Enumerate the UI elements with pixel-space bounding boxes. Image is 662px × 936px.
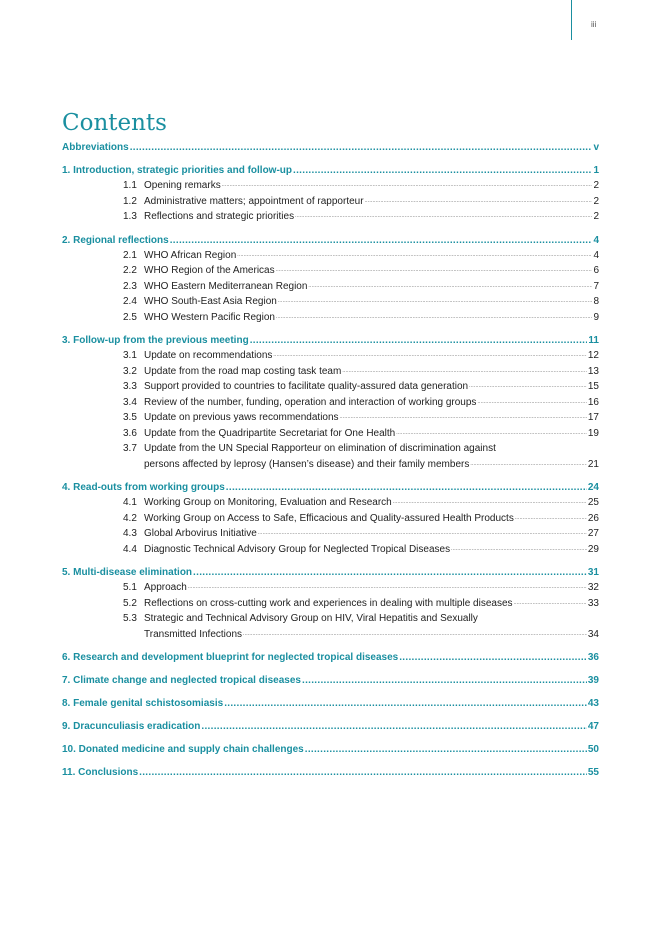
toc-page-number: 11 (588, 335, 599, 346)
dot-leader (139, 765, 587, 780)
dot-leader (308, 279, 592, 295)
toc-subsection-number: 4.4 (123, 543, 137, 555)
dot-leader (470, 457, 587, 473)
dot-leader (295, 209, 592, 225)
toc-subsection-number: 3.6 (123, 427, 137, 439)
dot-leader (224, 696, 587, 711)
toc-subsection-number: 4.3 (123, 528, 137, 539)
toc-subsection-label: Update on previous yaws recommendations (144, 412, 339, 423)
toc-section-label: 4. Read-outs from working groups (62, 482, 225, 493)
dot-leader (276, 310, 592, 326)
toc-page-number: 26 (587, 512, 599, 524)
toc-section-entry[interactable] (62, 233, 599, 248)
toc-subsection-number: 4.1 (123, 497, 137, 508)
dot-leader (278, 294, 593, 310)
toc-subsection-label: Support provided to countries to facilitate quality-assured data generation (144, 381, 469, 392)
toc-subsection-label: Update on recommendations (144, 350, 273, 361)
dot-leader (305, 742, 587, 757)
dot-leader (276, 263, 593, 279)
dot-leader (393, 495, 587, 511)
toc-section-entry[interactable] (62, 765, 599, 780)
toc-subsection-entry[interactable] (62, 580, 599, 596)
toc-section-entry[interactable] (62, 650, 599, 665)
toc-subsection-label: WHO Western Pacific Region (144, 311, 275, 323)
toc-subsection-number: 5.2 (123, 597, 137, 609)
toc-page-number: 1 (593, 165, 599, 176)
toc-subsection-number: 3.1 (123, 350, 137, 361)
toc-subsection-entry[interactable] (62, 511, 599, 527)
toc-subsection-entry[interactable] (62, 495, 599, 511)
toc-subsection-label: WHO African Region (144, 249, 237, 261)
toc-subsection-label: WHO Eastern Mediterranean Region (144, 280, 308, 292)
toc-page-number: 4 (593, 249, 599, 261)
toc-page-number: v (593, 142, 599, 153)
dot-leader (515, 511, 587, 527)
toc-page-number: 50 (587, 744, 599, 755)
toc-page-number: 13 (587, 365, 599, 377)
toc-subsection-label: Reflections on cross-cutting work and experiences in dealing with multiple diseases (144, 597, 513, 609)
toc-subsection-label: Reflections and strategic priorities (144, 211, 295, 222)
toc-subsection-label: Working Group on Access to Safe, Efficacious and Quality-assured Health Products (144, 512, 514, 524)
toc-section-entry[interactable] (62, 333, 599, 348)
toc-page-number: 8 (593, 296, 599, 307)
toc-subsection-number: 1.1 (123, 180, 137, 191)
toc-section-entry[interactable] (62, 673, 599, 688)
toc-page-number: 4 (593, 234, 599, 246)
toc-page-number: 43 (587, 698, 599, 709)
toc-subsection-number: 5.1 (123, 582, 137, 593)
toc-subsection-label: Working Group on Monitoring, Evaluation and Research (144, 497, 392, 508)
toc-section-label: 9. Dracunculiasis eradication (62, 721, 201, 732)
dot-leader (477, 395, 586, 411)
table-of-contents (62, 140, 599, 780)
toc-page-number: 7 (593, 280, 599, 292)
dot-leader (273, 348, 586, 364)
toc-subsection-label: WHO Region of the Americas (144, 265, 275, 276)
dot-leader (222, 178, 593, 194)
toc-page-number: 25 (587, 497, 599, 508)
toc-page-number: 39 (587, 675, 599, 686)
toc-page-number: 34 (587, 628, 599, 640)
dot-leader (365, 194, 593, 210)
toc-subsection-label: WHO South-East Asia Region (144, 296, 277, 307)
toc-subsection-entry[interactable] (62, 542, 599, 558)
toc-subsection-number: 3.3 (123, 381, 137, 392)
toc-subsection-entry[interactable] (62, 348, 599, 364)
toc-subsection-label-continued: Transmitted Infections (144, 628, 243, 640)
dot-leader (193, 565, 587, 580)
toc-subsection-number: 2.3 (123, 280, 137, 292)
toc-section-label: 2. Regional reflections (62, 234, 169, 246)
toc-page-number: 32 (587, 582, 599, 593)
toc-section-label: 3. Follow-up from the previous meeting (62, 335, 249, 346)
toc-subsection-number: 2.2 (123, 265, 137, 276)
toc-subsection-number: 3.5 (123, 412, 137, 423)
dot-leader (399, 650, 587, 665)
toc-subsection-number: 3.7 (123, 443, 137, 454)
toc-page-number: 36 (587, 652, 599, 663)
toc-page-number: 19 (587, 427, 599, 439)
dot-leader (342, 364, 587, 380)
dot-leader (258, 526, 587, 542)
toc-page-number: 31 (587, 567, 599, 578)
toc-section-entry[interactable] (62, 140, 599, 155)
toc-page-number: 55 (587, 767, 599, 778)
toc-page-number: 29 (587, 543, 599, 555)
toc-subsection-number: 3.2 (123, 365, 137, 377)
toc-subsection-entry[interactable] (62, 248, 599, 264)
toc-section-label: 10. Donated medicine and supply chain challenges (62, 744, 304, 755)
dot-leader (237, 248, 592, 264)
toc-subsection-number: 1.2 (123, 195, 137, 207)
dot-leader (340, 410, 587, 426)
toc-subsection-label: Update from the Quadripartite Secretariat for One Health (144, 427, 396, 439)
dot-leader (302, 673, 587, 688)
toc-page-number: 9 (593, 311, 599, 323)
toc-subsection-number: 4.2 (123, 512, 137, 524)
toc-page-number: 33 (587, 597, 599, 609)
toc-subsection-number: 3.4 (123, 396, 137, 408)
dot-leader (243, 627, 587, 643)
page-title: Contents (62, 110, 167, 136)
toc-section-label: 7. Climate change and neglected tropical diseases (62, 675, 301, 686)
dot-leader (170, 233, 593, 248)
toc-section-label: 8. Female genital schistosomiasis (62, 698, 224, 709)
dot-leader (188, 580, 587, 596)
toc-subsection-label: Opening remarks (144, 180, 221, 191)
toc-subsection-entry[interactable] (62, 294, 599, 310)
dot-leader (396, 426, 587, 442)
dot-leader (130, 140, 593, 155)
toc-section-entry[interactable] (62, 719, 599, 734)
dot-leader (226, 480, 587, 495)
dot-leader (201, 719, 586, 734)
toc-section-label: Abbreviations (62, 142, 129, 153)
toc-page-number: 2 (593, 180, 599, 191)
toc-page-number: 2 (593, 211, 599, 222)
toc-subsection-entry[interactable] (62, 395, 599, 411)
toc-subsection-label: Review of the number, funding, operation and interaction of working groups (144, 396, 477, 408)
dot-leader (293, 163, 592, 178)
toc-section-entry[interactable] (62, 163, 599, 178)
dot-leader (451, 542, 587, 558)
toc-page-number: 15 (587, 381, 599, 392)
toc-subsection-entry[interactable] (62, 178, 599, 194)
toc-subsection-number: 2.5 (123, 311, 137, 323)
toc-page-number: 21 (587, 458, 599, 470)
toc-subsection-entry[interactable] (62, 379, 599, 395)
toc-subsection-entry[interactable] (62, 410, 599, 426)
toc-subsection-number: 2.4 (123, 296, 137, 307)
toc-page-number: 12 (587, 350, 599, 361)
toc-subsection-label: Update from the UN Special Rapporteur on elimination of discrimination against (144, 443, 496, 454)
toc-page-number: 27 (587, 528, 599, 539)
toc-subsection-entry[interactable] (62, 263, 599, 279)
toc-subsection-entry[interactable] (62, 194, 599, 210)
toc-page-number: 47 (587, 721, 599, 732)
toc-subsection-entry[interactable] (62, 596, 599, 612)
toc-subsection-entry[interactable] (62, 364, 599, 380)
toc-subsection-label: Administrative matters; appointment of rapporteur (144, 195, 364, 207)
toc-subsection-entry[interactable] (62, 310, 599, 326)
toc-section-entry[interactable] (62, 696, 599, 711)
toc-subsection-label: Update from the road map costing task team (144, 365, 342, 377)
toc-page-number: 24 (587, 482, 599, 493)
toc-section-label: 11. Conclusions (62, 767, 139, 778)
toc-page-number: 6 (593, 265, 599, 276)
toc-subsection-entry[interactable] (62, 526, 599, 542)
toc-subsection-entry[interactable] (62, 426, 599, 442)
toc-subsection-label: Strategic and Technical Advisory Group on HIV, Viral Hepatitis and Sexually (144, 613, 478, 624)
toc-section-label: 1. Introduction, strategic priorities and follow-up (62, 165, 293, 176)
toc-subsection-label-continued: persons affected by leprosy (Hansen’s disease) and their family members (144, 458, 470, 470)
dot-leader (514, 596, 587, 612)
toc-subsection-entry[interactable] (62, 441, 599, 472)
header-rule (571, 0, 572, 40)
dot-leader (250, 333, 588, 348)
toc-section-entry[interactable] (62, 742, 599, 757)
dot-leader (469, 379, 587, 395)
toc-page-number: 17 (587, 412, 599, 423)
toc-subsection-number: 5.3 (123, 613, 137, 624)
toc-section-entry[interactable] (62, 480, 599, 495)
toc-subsection-label: Approach (144, 582, 187, 593)
page-number: iii (591, 20, 597, 29)
toc-subsection-entry[interactable] (62, 279, 599, 295)
toc-subsection-entry[interactable] (62, 611, 599, 642)
toc-section-entry[interactable] (62, 565, 599, 580)
toc-section-label: 5. Multi-disease elimination (62, 567, 193, 578)
toc-subsection-number: 2.1 (123, 249, 137, 261)
toc-section-label: 6. Research and development blueprint for neglected tropical diseases (62, 652, 399, 663)
toc-page-number: 16 (587, 396, 599, 408)
toc-subsection-label: Diagnostic Technical Advisory Group for Neglected Tropical Diseases (144, 543, 451, 555)
toc-subsection-label: Global Arbovirus Initiative (144, 528, 257, 539)
toc-page-number: 2 (593, 195, 599, 207)
toc-subsection-number: 1.3 (123, 211, 137, 222)
toc-subsection-entry[interactable] (62, 209, 599, 225)
